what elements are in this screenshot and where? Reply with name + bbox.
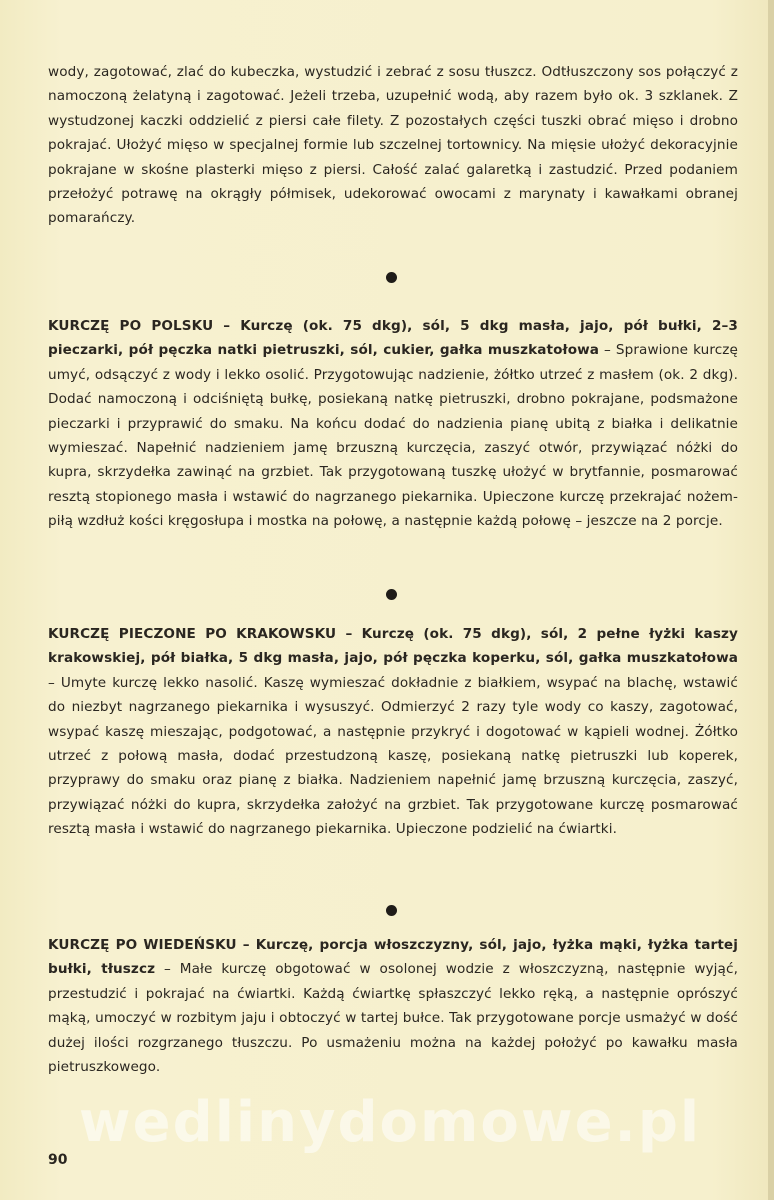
page-edge [768, 0, 774, 1200]
recipe-heading: KURCZĘ PO WIEDEŃSKU – Kurczę, porcja włoszczyzny, sól, jajo, łyżka mąki, łyżka tartej bułki, tłuszcz [48, 937, 738, 978]
recipe-text: – Sprawione kurczę umyć, odsączyć z wody i lekko osolić. Przygotowując nadzienie, żółtko utrzeć z masłem (ok. 2 dkg). Dodać namoczoną i odciśniętą bułkę, posiekaną natkę pietruszki, drobno pokrajane, podsmażone pieczarki i przyprawić do smaku. Na końcu dodać do nadzienia pianę ubitą z białka i delikatnie wymieszać. Napełnić nadzieniem jamę brzuszną kurczęcia, zaszyć otwór, przywiązać nóżki do kupra, skrzydełka zawinąć na grzbiet. Tak przygotowaną tuszkę ułożyć w brytfannie, posmarować resztą stopionego masła i wstawić do nagrzanego piekarnika. Upieczone kurczę przekrajać nożem-piłą wzdłuż kości kręgosłupa i mostka na połowę, a następnie każdą połowę – jeszcze na 2 porcje. [48, 342, 739, 530]
section-bullet [386, 905, 397, 916]
page-number: 90 [48, 1152, 68, 1168]
recipe-kurcze-pieczone-po-krakowsku [48, 622, 738, 842]
recipe-heading: KURCZĘ PIECZONE PO KRAKOWSKU – Kurczę (ok. 75 dkg), sól, 2 pełne łyżki kaszy krakowskiej, pół białka, 5 dkg masła, jajo, pół pęczka koperku, sól, gałka muszkatołowa [48, 626, 738, 667]
section-bullet [386, 589, 397, 600]
paragraph-duck-aspic-continuation [48, 60, 738, 231]
paragraph-text: wody, zagotować, zlać do kubeczka, wystudzić i zebrać z sosu tłuszcz. Odtłuszczony sos połączyć z namoczoną żelatyną i zagotować. Jeżeli trzeba, uzupełnić wodą, aby razem było ok. 3 szklanek. Z wystudzonej kaczki oddzielić z piersi całe filety. Z pozostałych części tuszki obrać mięso i drobno pokrajać. Ułożyć mięso w specjalnej formie lub szczelnej tortownicy. Na mięsie ułożyć dekoracyjnie pokrajane w skośne plasterki mięso z piersi. Całość zalać galaretką i zastudzić. Przed podaniem przełożyć potrawę na okrągły półmisek, udekorować owocami z marynaty i kawałkami obranej pomarańczy. [48, 64, 738, 227]
section-bullet [386, 272, 397, 283]
recipe-kurcze-po-wiedensku [48, 933, 738, 1079]
recipe-heading: KURCZĘ PO POLSKU – Kurczę (ok. 75 dkg), sól, 5 dkg masła, jajo, pół bułki, 2–3 pieczarki, pół pęczka natki pietruszki, sól, cukier, gałka muszkatołowa [48, 318, 738, 359]
recipe-kurcze-po-polsku [48, 314, 738, 534]
recipe-text: – Małe kurczę obgotować w osolonej wodzie z włoszczyzną, następnie wyjąć, przestudzić i pokrajać na ćwiartki. Każdą ćwiartkę spłaszczyć lekko ręką, a następnie oprószyć mąką, umoczyć w rozbitym jaju i obtoczyć w tartej bułce. Tak przygotowane porcje usmażyć w dość dużej ilości rozgrzanego tłuszczu. Po usmażeniu można na każdej położyć po kawałku masła pietruszkowego. [48, 961, 738, 1076]
recipe-text: – Umyte kurczę lekko nasolić. Kaszę wymieszać dokładnie z białkiem, wsypać na blachę, wstawić do niezbyt nagrzanego piekarnika i wysuszyć. Odmierzyć 2 razy tyle wody co kaszy, zagotować, wsypać kaszę mieszając, podgotować, a następnie przykryć i dogotować w kąpieli wodnej. Żółtko utrzeć z połową masła, dodać przestudzoną kaszę, posiekaną natkę pietruszki lub koperek, przyprawy do smaku oraz pianę z białka. Nadzieniem napełnić jamę brzuszną kurczęcia, zaszyć, przywiązać nóżki do kupra, skrzydełka założyć na grzbiet. Tak przygotowane kurczę posmarować resztą masła i wstawić do nagrzanego piekarnika. Upieczone podzielić na ćwiartki. [48, 674, 738, 838]
watermark: wedlinydomowe.pl [78, 1090, 702, 1155]
